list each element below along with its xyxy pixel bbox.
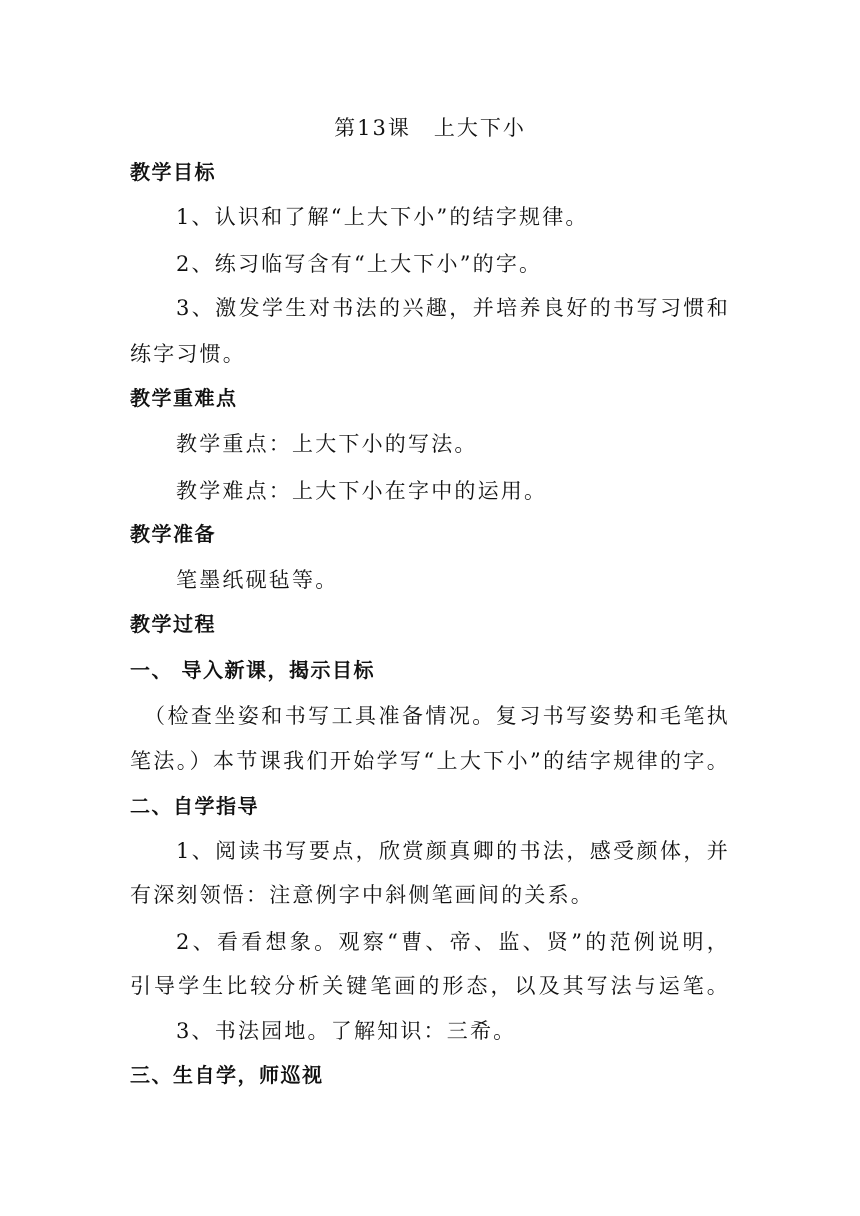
goal-item: 2、练习临写含有“上大下小”的字。 <box>176 252 543 276</box>
key-point-item: 教学难点：上大下小在字中的运用。 <box>176 479 548 503</box>
page-title: 第13课 上大下小 <box>334 116 526 140</box>
prep-heading: 教学准备 <box>130 522 216 546</box>
goal-item: 3、激发学生对书法的兴趣，并培养良好的书写习惯和 <box>176 296 730 320</box>
section2-heading: 二、自学指导 <box>130 794 259 818</box>
section1-text: 笔法。）本节课我们开始学写“上大下小”的结字规律的字。 <box>130 749 730 773</box>
key-points-heading: 教学重难点 <box>130 386 238 410</box>
key-point-item: 教学重点：上大下小的写法。 <box>176 432 478 456</box>
goal-item: 1、认识和了解“上大下小”的结字规律。 <box>176 205 589 229</box>
goals-heading: 教学目标 <box>130 160 216 184</box>
section1-text: （检查坐姿和书写工具准备情况。复习书写姿势和毛笔执 <box>144 704 730 728</box>
prep-text: 笔墨纸砚毡等。 <box>176 568 339 592</box>
section3-heading: 三、生自学，师巡视 <box>130 1063 324 1087</box>
goal-item-continuation: 练字习惯。 <box>130 342 246 366</box>
section1-heading: 一、 导入新课，揭示目标 <box>130 658 375 682</box>
section2-text: 有深刻领悟：注意例字中斜侧笔画间的关系。 <box>130 883 594 907</box>
section2-text: 1、阅读书写要点，欣赏颜真卿的书法，感受颜体，并 <box>176 839 730 863</box>
section2-text: 2、看看想象。观察“曹、帝、监、贤”的范例说明， <box>176 930 730 954</box>
section2-text: 引导学生比较分析关键笔画的形态，以及其写法与运笔。 <box>130 974 730 998</box>
section2-text: 3、书法园地。了解知识：三希。 <box>176 1019 517 1043</box>
process-heading: 教学过程 <box>130 612 216 636</box>
